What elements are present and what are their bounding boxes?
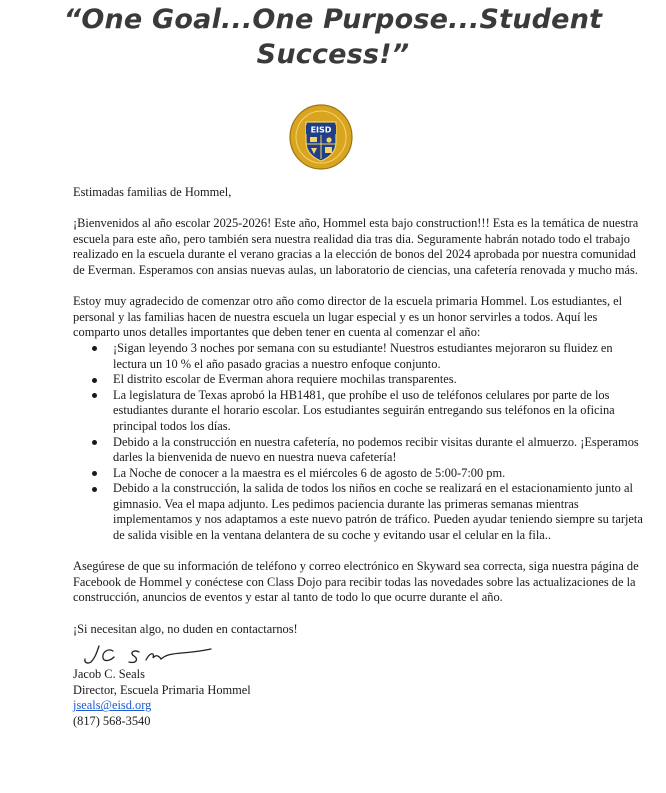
list-item: La Noche de conocer a la maestra es el miércoles 6 de agosto de 5:00-7:00 pm. xyxy=(73,466,645,482)
signer-name: Jacob C. Seals xyxy=(73,667,145,682)
important-details-list xyxy=(73,341,645,544)
letter-title xyxy=(0,2,666,72)
list-item: ¡Sigan leyendo 3 noches por semana con su estudiante! Nuestros estudiantes mejoraron su fluidez en lectura un 10 % el año pasado gracias a nuestro enfoque conjunto. xyxy=(73,341,645,372)
handwritten-signature xyxy=(73,643,213,667)
eisd-seal-logo xyxy=(289,104,353,170)
letter-body xyxy=(73,185,645,730)
list-item: El distrito escolar de Everman ahora requiere mochilas transparentes. xyxy=(73,372,645,388)
paragraph-welcome: ¡Bienvenidos al año escolar 2025-2026! Este año, Hommel esta bajo construction!!! Esta es la temática de nuestra escuela para este año, pero también sera nuestra realidad dia tras dia. Seguramente habrán notado todo el trabajo realizado en la escuela durante el verano gracias a la elección de bonos del 2024 aprobada por nuestra comunidad de Everman. Esperamos con ansias nuevas aulas, un laboratorio de ciencias, una cafetería renovada y mucho más. xyxy=(73,216,639,277)
paragraph-intro: Estoy muy agradecido de comenzar otro año como director de la escuela primaria Hommel. Los estudiantes, el personal y las familias hacen de nuestra escuela un lugar especial y es un honor servirles a todos. Aquí les comparto unos detalles importantes que deben tener en cuenta al comenzar el año: xyxy=(73,294,623,340)
paragraph-skyward: Asegúrese de que su información de teléfono y correo electrónico en Skyward sea correcta, siga nuestra página de Facebook de Hommel y conéctese con Class Dojo para recibir todas las novedades sobre las actualizaciones de la construcción, anuncios de eventos y estar al tanto de todo lo que ocurre durante el año. xyxy=(73,559,639,605)
list-item: Debido a la construcción, la salida de todos los niños en coche se realizará en el estacionamiento junto al gimnasio. Vea el mapa adjunto. Les pedimos paciencia durante las primeras semanas mientras implementamos y nos adaptamos a este nuevo patrón de tráfico. Pueden ayudar teniendo siempre su tarjeta de salida visible en la ventana delantera de su coche y evitando usar el celular en la fila.. xyxy=(73,481,645,543)
closing-line: ¡Si necesitan algo, no duden en contactarnos! xyxy=(73,621,298,636)
list-item: La legislatura de Texas aprobó la HB1481, que prohíbe el uso de teléfonos celulares por parte de los estudiantes durante el horario escolar. Los estudiantes seguirán entregando sus teléfonos en la oficina principal todos los días. xyxy=(73,388,645,435)
title-line-1: “One Goal...One Purpose...Student xyxy=(63,4,603,35)
phone-number: (817) 568-3540 xyxy=(73,714,151,728)
title-line-2: Success!” xyxy=(256,39,410,70)
seal-text: EISD xyxy=(310,125,332,135)
email-link[interactable]: jseals@eisd.org xyxy=(73,698,152,713)
greeting: Estimadas familias de Hommel, xyxy=(73,185,232,199)
list-item: Debido a la construcción en nuestra cafetería, no podemos recibir visitas durante el almuerzo. ¡Esperamos darles la bienvenida de nuevo en nuestra nueva cafetería! xyxy=(73,435,645,466)
signer-title: Director, Escuela Primaria Hommel xyxy=(73,682,251,697)
